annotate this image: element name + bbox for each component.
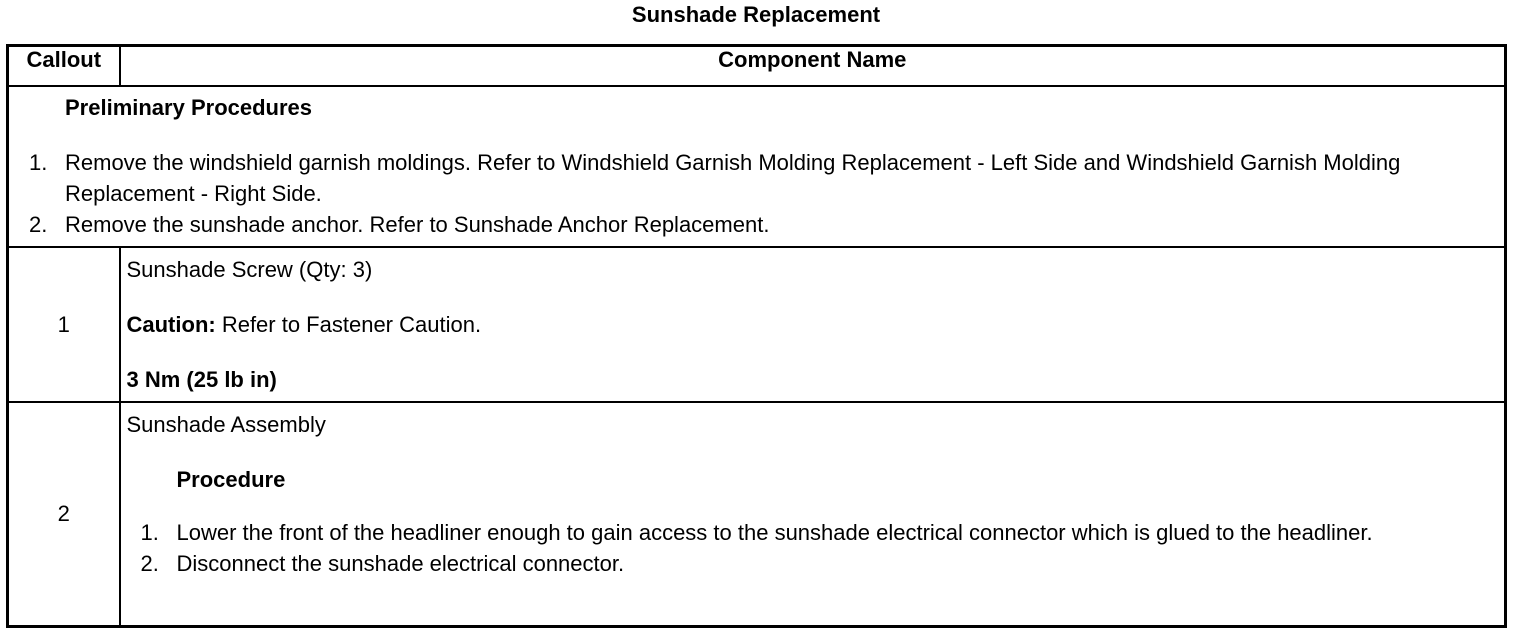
- list-item: [19, 209, 1494, 240]
- component-cell: [120, 402, 1506, 627]
- component-name: Sunshade Assembly: [126, 412, 326, 437]
- preliminary-steps: [19, 147, 1494, 240]
- step-text: Remove the sunshade anchor. Refer to Sunshade Anchor Replacement.: [65, 212, 770, 237]
- callout-number: 1: [8, 247, 120, 402]
- component-name-header: Component Name: [120, 46, 1506, 87]
- procedure-heading: Procedure: [176, 467, 286, 492]
- step-text: Lower the front of the headliner enough to gain access to the sunshade electrical connector which is glued to the headliner.: [176, 520, 1373, 545]
- procedure-table: [6, 44, 1507, 628]
- step-number: 1.: [140, 520, 159, 545]
- list-item: [127, 548, 1497, 579]
- callout-header: Callout: [8, 46, 120, 87]
- step-text: Disconnect the sunshade electrical connector.: [176, 551, 625, 576]
- preliminary-heading: Preliminary Procedures: [65, 95, 313, 120]
- step-number: 2.: [140, 551, 159, 576]
- component-cell: [120, 247, 1506, 402]
- table-row: [8, 402, 1506, 627]
- component-name: Sunshade Screw (Qty: 3): [126, 257, 373, 282]
- caution-text: Refer to Fastener Caution.: [215, 312, 482, 337]
- table-header-row: [8, 46, 1506, 87]
- table-row: [8, 247, 1506, 402]
- step-number: 1.: [29, 150, 48, 175]
- caution-label: Caution:: [126, 312, 216, 337]
- torque-spec: 3 Nm (25 lb in): [126, 367, 277, 392]
- preliminary-cell: [8, 86, 1506, 247]
- preliminary-row: [8, 86, 1506, 247]
- list-item: [19, 147, 1494, 209]
- procedure-steps: [127, 517, 1497, 579]
- step-text: Remove the windshield garnish moldings. Refer to Windshield Garnish Molding Replacement - Left Side and Windshield Garnish Molding Replacement - Right Side.: [65, 150, 1401, 206]
- document-title: Sunshade Replacement: [631, 2, 881, 27]
- list-item: [127, 517, 1497, 548]
- step-number: 2.: [29, 212, 48, 237]
- callout-number: 2: [8, 402, 120, 627]
- caution-note: [127, 309, 1497, 340]
